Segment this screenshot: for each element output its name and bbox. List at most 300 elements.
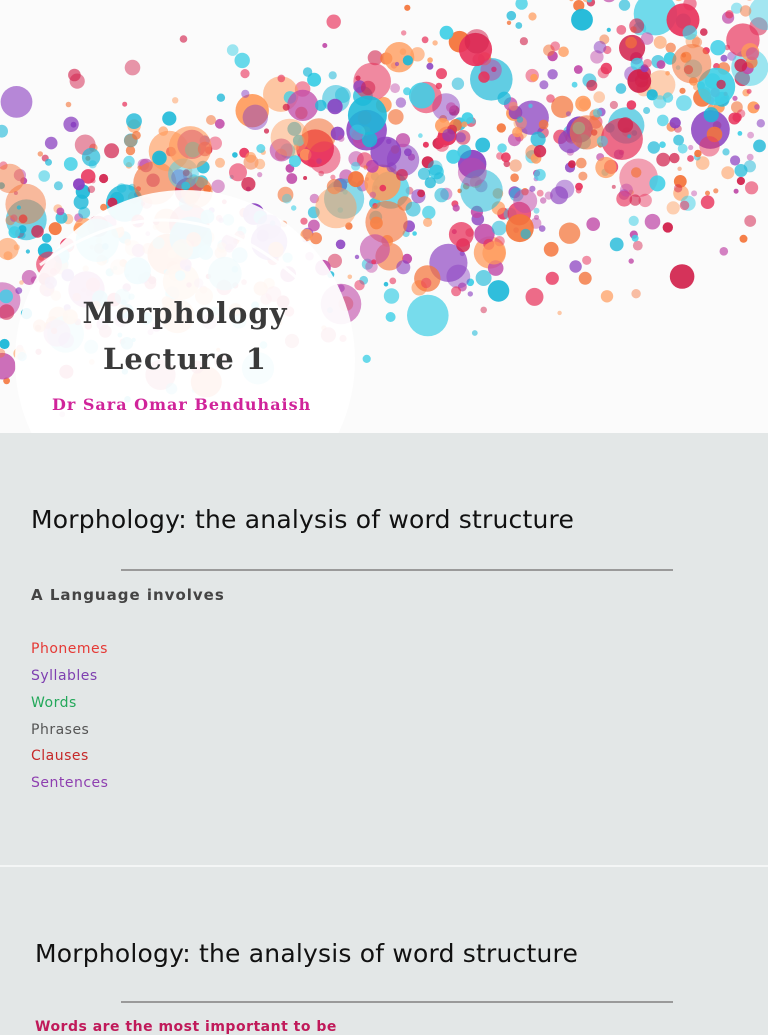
bubble	[271, 119, 309, 157]
bubble	[744, 215, 756, 227]
bubble	[308, 141, 340, 173]
bubble	[396, 169, 408, 181]
bubble	[387, 162, 397, 172]
bubble	[406, 202, 421, 217]
bubble	[348, 171, 364, 187]
bubble	[680, 201, 690, 211]
bubble	[73, 178, 85, 190]
bubble	[654, 36, 667, 49]
bubble	[336, 240, 346, 250]
bubble	[82, 148, 100, 166]
list-item-phrases: Phrases	[31, 722, 89, 738]
bubble	[315, 187, 356, 228]
bubble	[683, 25, 698, 40]
heading-rule	[121, 569, 673, 571]
bubble	[678, 144, 688, 154]
bubble	[475, 138, 490, 153]
bubble	[544, 242, 559, 257]
bubble	[172, 97, 178, 103]
bubble	[520, 37, 528, 45]
bubble	[586, 80, 597, 91]
bubble	[287, 90, 318, 121]
bubble	[125, 60, 141, 76]
bubble	[396, 260, 410, 274]
bubble	[582, 256, 591, 265]
bubble	[31, 225, 44, 238]
bubble	[531, 132, 546, 147]
bubble	[371, 259, 376, 264]
bubble	[453, 204, 460, 211]
bubble	[291, 205, 296, 210]
bubble	[607, 28, 611, 32]
bubble	[586, 217, 600, 231]
bubble	[401, 30, 406, 35]
bubble	[215, 119, 225, 129]
bubble	[745, 181, 758, 194]
bubble	[753, 140, 766, 153]
bubble	[0, 339, 10, 349]
bubble	[137, 166, 141, 170]
list-item-sentences: Sentences	[31, 775, 108, 791]
bubble	[546, 272, 559, 285]
bubble	[497, 123, 506, 132]
bubble	[241, 177, 255, 191]
bubble	[550, 41, 560, 51]
bubble	[303, 67, 312, 76]
bubble	[521, 229, 531, 239]
bubble	[509, 159, 521, 171]
bubble	[616, 25, 626, 35]
bubble	[512, 127, 522, 137]
bubble	[530, 74, 538, 82]
bubble	[757, 119, 765, 127]
bubble	[627, 134, 631, 138]
bubble	[645, 214, 661, 230]
bubble	[456, 132, 466, 142]
bubble	[78, 207, 90, 219]
bubble	[632, 235, 639, 242]
bubble	[64, 157, 78, 171]
bubble	[327, 15, 341, 29]
bubble	[370, 192, 377, 199]
bubble	[674, 0, 684, 1]
bubble	[701, 195, 715, 209]
bubble	[19, 232, 26, 239]
bubble	[17, 205, 21, 209]
title-block	[20, 290, 350, 382]
bubble	[734, 189, 739, 194]
bubble	[492, 221, 507, 236]
bubble	[618, 117, 634, 133]
bubble	[687, 155, 694, 162]
bubble	[422, 36, 429, 43]
bubble	[45, 159, 52, 166]
bubble	[691, 190, 697, 196]
bubble	[355, 255, 359, 259]
bubble	[478, 71, 489, 82]
bubble	[713, 188, 718, 193]
bubble	[403, 55, 413, 65]
bubble	[235, 53, 250, 68]
bubble	[380, 185, 387, 192]
bubble	[515, 0, 527, 10]
bubble	[537, 190, 544, 197]
bubble	[0, 125, 8, 138]
partial-body-text: Words are the most important to be	[35, 1019, 337, 1035]
bubble	[327, 99, 342, 114]
bubble	[656, 153, 670, 167]
bubble	[386, 139, 391, 144]
bubble	[66, 102, 72, 108]
slide-heading: Morphology: the analysis of word structure	[31, 505, 574, 534]
bubble	[540, 197, 546, 203]
bubble	[700, 28, 708, 36]
bubble	[421, 278, 431, 288]
bubble	[241, 90, 249, 98]
bubble	[657, 60, 666, 69]
bubble	[688, 145, 693, 150]
bubble	[528, 104, 532, 108]
bubble	[539, 120, 549, 130]
bubble	[716, 80, 725, 89]
bubble	[126, 113, 142, 129]
bubble	[539, 225, 546, 232]
bubble	[674, 184, 682, 192]
bubble	[432, 40, 437, 45]
bubble	[547, 69, 557, 79]
bubble	[593, 108, 602, 117]
bubble	[740, 235, 748, 243]
bubble	[264, 128, 269, 133]
bubble	[534, 169, 546, 181]
bubble	[436, 83, 442, 89]
bubble	[746, 47, 759, 60]
bubble	[627, 69, 651, 93]
bubble	[278, 75, 286, 83]
bubble	[243, 105, 268, 130]
bubble	[665, 71, 670, 76]
bubble	[404, 148, 412, 156]
bubble	[38, 170, 50, 182]
bubble	[627, 100, 637, 110]
bubble	[351, 162, 360, 171]
bubble	[722, 148, 729, 155]
bubble	[619, 0, 630, 11]
bubble	[679, 88, 685, 94]
bubble	[245, 152, 256, 163]
bubble	[363, 355, 371, 363]
bubble	[513, 189, 537, 213]
bubble	[442, 129, 455, 142]
bubble	[557, 311, 561, 315]
bubble	[738, 131, 743, 136]
bubble	[558, 47, 569, 58]
bubble	[737, 177, 745, 185]
bubble	[88, 186, 95, 193]
bubble	[446, 102, 456, 112]
list-item-phonemes: Phonemes	[31, 641, 108, 657]
bubble	[384, 282, 389, 287]
bubble	[498, 92, 511, 105]
bubble	[747, 89, 752, 94]
bubble	[26, 249, 30, 253]
bubble	[363, 165, 367, 169]
bubble	[423, 218, 432, 227]
bubble	[232, 152, 238, 158]
bubble	[449, 222, 474, 247]
bubble	[427, 57, 433, 63]
bubble	[452, 78, 464, 90]
bubble	[534, 145, 546, 157]
bubble	[507, 21, 511, 25]
bubble	[744, 160, 756, 172]
bubble	[434, 188, 448, 202]
bubble	[649, 175, 665, 191]
bubble	[227, 44, 239, 56]
bubble	[677, 167, 681, 171]
bubble	[517, 116, 523, 122]
bubble	[451, 286, 461, 296]
bubble	[720, 247, 729, 256]
bubble	[670, 117, 681, 128]
title-slide	[0, 0, 768, 433]
bubble	[669, 153, 679, 163]
bubble	[422, 206, 435, 219]
bubble	[322, 43, 327, 48]
bubble	[361, 81, 375, 95]
bubble	[657, 115, 669, 127]
bubble	[510, 173, 519, 182]
bubble	[395, 62, 399, 66]
bubble	[282, 194, 292, 204]
bubble	[593, 91, 605, 103]
bubble	[49, 222, 62, 235]
bubble	[461, 121, 467, 127]
bubble	[70, 74, 85, 89]
bubble	[747, 132, 754, 139]
bubble	[616, 83, 627, 94]
bubble	[348, 275, 353, 280]
bubble	[734, 59, 747, 72]
bubble	[132, 131, 141, 140]
bubble	[676, 95, 692, 111]
bubble	[308, 220, 320, 232]
bubble	[412, 231, 417, 236]
bubble	[659, 141, 666, 148]
bubble	[446, 265, 470, 289]
bubble	[206, 115, 216, 125]
bubble	[468, 291, 473, 296]
bubble	[4, 251, 13, 260]
bubble	[529, 186, 535, 192]
bubble	[732, 96, 737, 101]
bubble	[418, 168, 430, 180]
bubble	[388, 109, 404, 125]
bubble	[648, 141, 660, 153]
bubble	[45, 137, 58, 150]
bubble	[426, 63, 433, 70]
bubble	[704, 107, 719, 122]
bubble	[721, 55, 728, 62]
author-name: Dr Sara Omar Benduhaish	[52, 395, 311, 414]
bubble	[576, 188, 582, 194]
bubble	[633, 241, 643, 251]
bubble	[300, 218, 307, 225]
bubble	[631, 167, 641, 177]
bubble	[663, 92, 673, 102]
bubble	[629, 216, 639, 226]
bubble	[436, 68, 447, 79]
bubble	[629, 18, 644, 33]
list-item-words: Words	[31, 695, 77, 711]
bubble	[354, 280, 364, 290]
bubble	[663, 222, 673, 232]
bubble	[471, 119, 476, 124]
bubble	[473, 54, 485, 66]
bubble	[389, 278, 396, 285]
bubble	[643, 107, 650, 114]
bubble	[71, 122, 77, 128]
bubble	[329, 71, 337, 79]
bubble	[283, 104, 290, 111]
bubble	[152, 151, 167, 166]
bubble	[566, 111, 571, 116]
bubble	[355, 76, 360, 81]
bubble	[289, 155, 301, 167]
bubble	[594, 41, 607, 54]
bubble	[571, 9, 593, 31]
bubble	[601, 290, 613, 302]
bubble	[710, 40, 725, 55]
bubble	[180, 35, 188, 43]
bubble	[286, 173, 297, 184]
bubble	[631, 289, 640, 298]
bubble	[338, 135, 345, 142]
content-slide-2	[0, 867, 768, 1024]
bubble	[482, 241, 505, 264]
content-slide-1	[0, 433, 768, 865]
bubble	[625, 37, 637, 49]
bubble	[303, 176, 307, 180]
bubble	[472, 330, 478, 336]
bubble	[123, 156, 134, 167]
bubble	[215, 158, 225, 168]
bubble	[54, 181, 63, 190]
bubble	[740, 5, 751, 16]
bubble	[509, 102, 518, 111]
bubble	[579, 272, 592, 285]
bubble	[539, 80, 548, 89]
bubble	[643, 59, 652, 68]
bubble	[559, 223, 580, 244]
bubble	[601, 0, 617, 2]
bubble	[122, 102, 127, 107]
bubble	[515, 22, 522, 29]
bubble	[480, 307, 487, 314]
bubble	[217, 94, 225, 102]
bubble	[315, 100, 326, 111]
bubble	[578, 172, 587, 181]
bubble	[568, 160, 576, 168]
bubble	[670, 264, 695, 289]
bubble	[506, 214, 534, 242]
bubble	[409, 83, 435, 109]
bubble	[386, 312, 396, 322]
bubble	[630, 194, 641, 205]
bubble	[350, 125, 366, 141]
bubble	[91, 178, 96, 183]
bubble	[730, 155, 740, 165]
bubble	[423, 142, 429, 148]
bubble	[550, 186, 568, 204]
bubble	[42, 233, 51, 242]
bubble	[574, 65, 583, 74]
bubble	[672, 44, 711, 83]
bubble	[1, 86, 33, 118]
bubble	[38, 151, 43, 156]
bubble	[721, 166, 734, 179]
bubble	[9, 226, 21, 238]
bubble	[255, 159, 266, 170]
bubble	[404, 5, 410, 11]
bubble	[528, 12, 536, 20]
bubble	[629, 258, 634, 263]
bubble	[104, 143, 119, 158]
bubble	[598, 67, 609, 78]
bubble	[572, 82, 578, 88]
list-item-clauses: Clauses	[31, 748, 89, 764]
bubble	[256, 144, 265, 153]
bubble	[666, 43, 676, 53]
bubble	[162, 111, 176, 125]
bubble	[488, 280, 510, 302]
bubble	[240, 69, 249, 78]
list-item-syllables: Syllables	[31, 668, 98, 684]
bubble	[211, 180, 224, 193]
bubble	[705, 191, 710, 196]
bubble	[610, 101, 618, 109]
bubble	[497, 143, 506, 152]
bubble	[400, 48, 407, 55]
bubble	[169, 126, 212, 169]
bubble	[699, 136, 719, 156]
slide-heading: Morphology: the analysis of word structure	[35, 939, 578, 968]
bubble	[667, 201, 680, 214]
bubble	[390, 83, 400, 93]
bubble	[407, 295, 449, 337]
bubble	[458, 158, 487, 187]
bubble	[569, 260, 581, 272]
bubble	[747, 154, 754, 161]
bubble	[546, 94, 555, 103]
bubble	[575, 96, 591, 112]
bubble	[610, 238, 624, 252]
slide-subtitle: Lecture 1	[20, 336, 350, 382]
bubble	[620, 184, 633, 197]
section-subheading: A Language involves	[31, 586, 225, 604]
bubble	[576, 158, 587, 169]
bubble	[418, 133, 423, 138]
bubble	[396, 97, 406, 107]
bubble	[526, 288, 544, 306]
heading-rule	[121, 1001, 673, 1003]
bubble	[440, 26, 454, 40]
bubble	[569, 0, 574, 1]
bubble	[257, 172, 262, 177]
bubble	[417, 190, 425, 198]
bubble	[507, 11, 517, 21]
bubble	[446, 150, 460, 164]
